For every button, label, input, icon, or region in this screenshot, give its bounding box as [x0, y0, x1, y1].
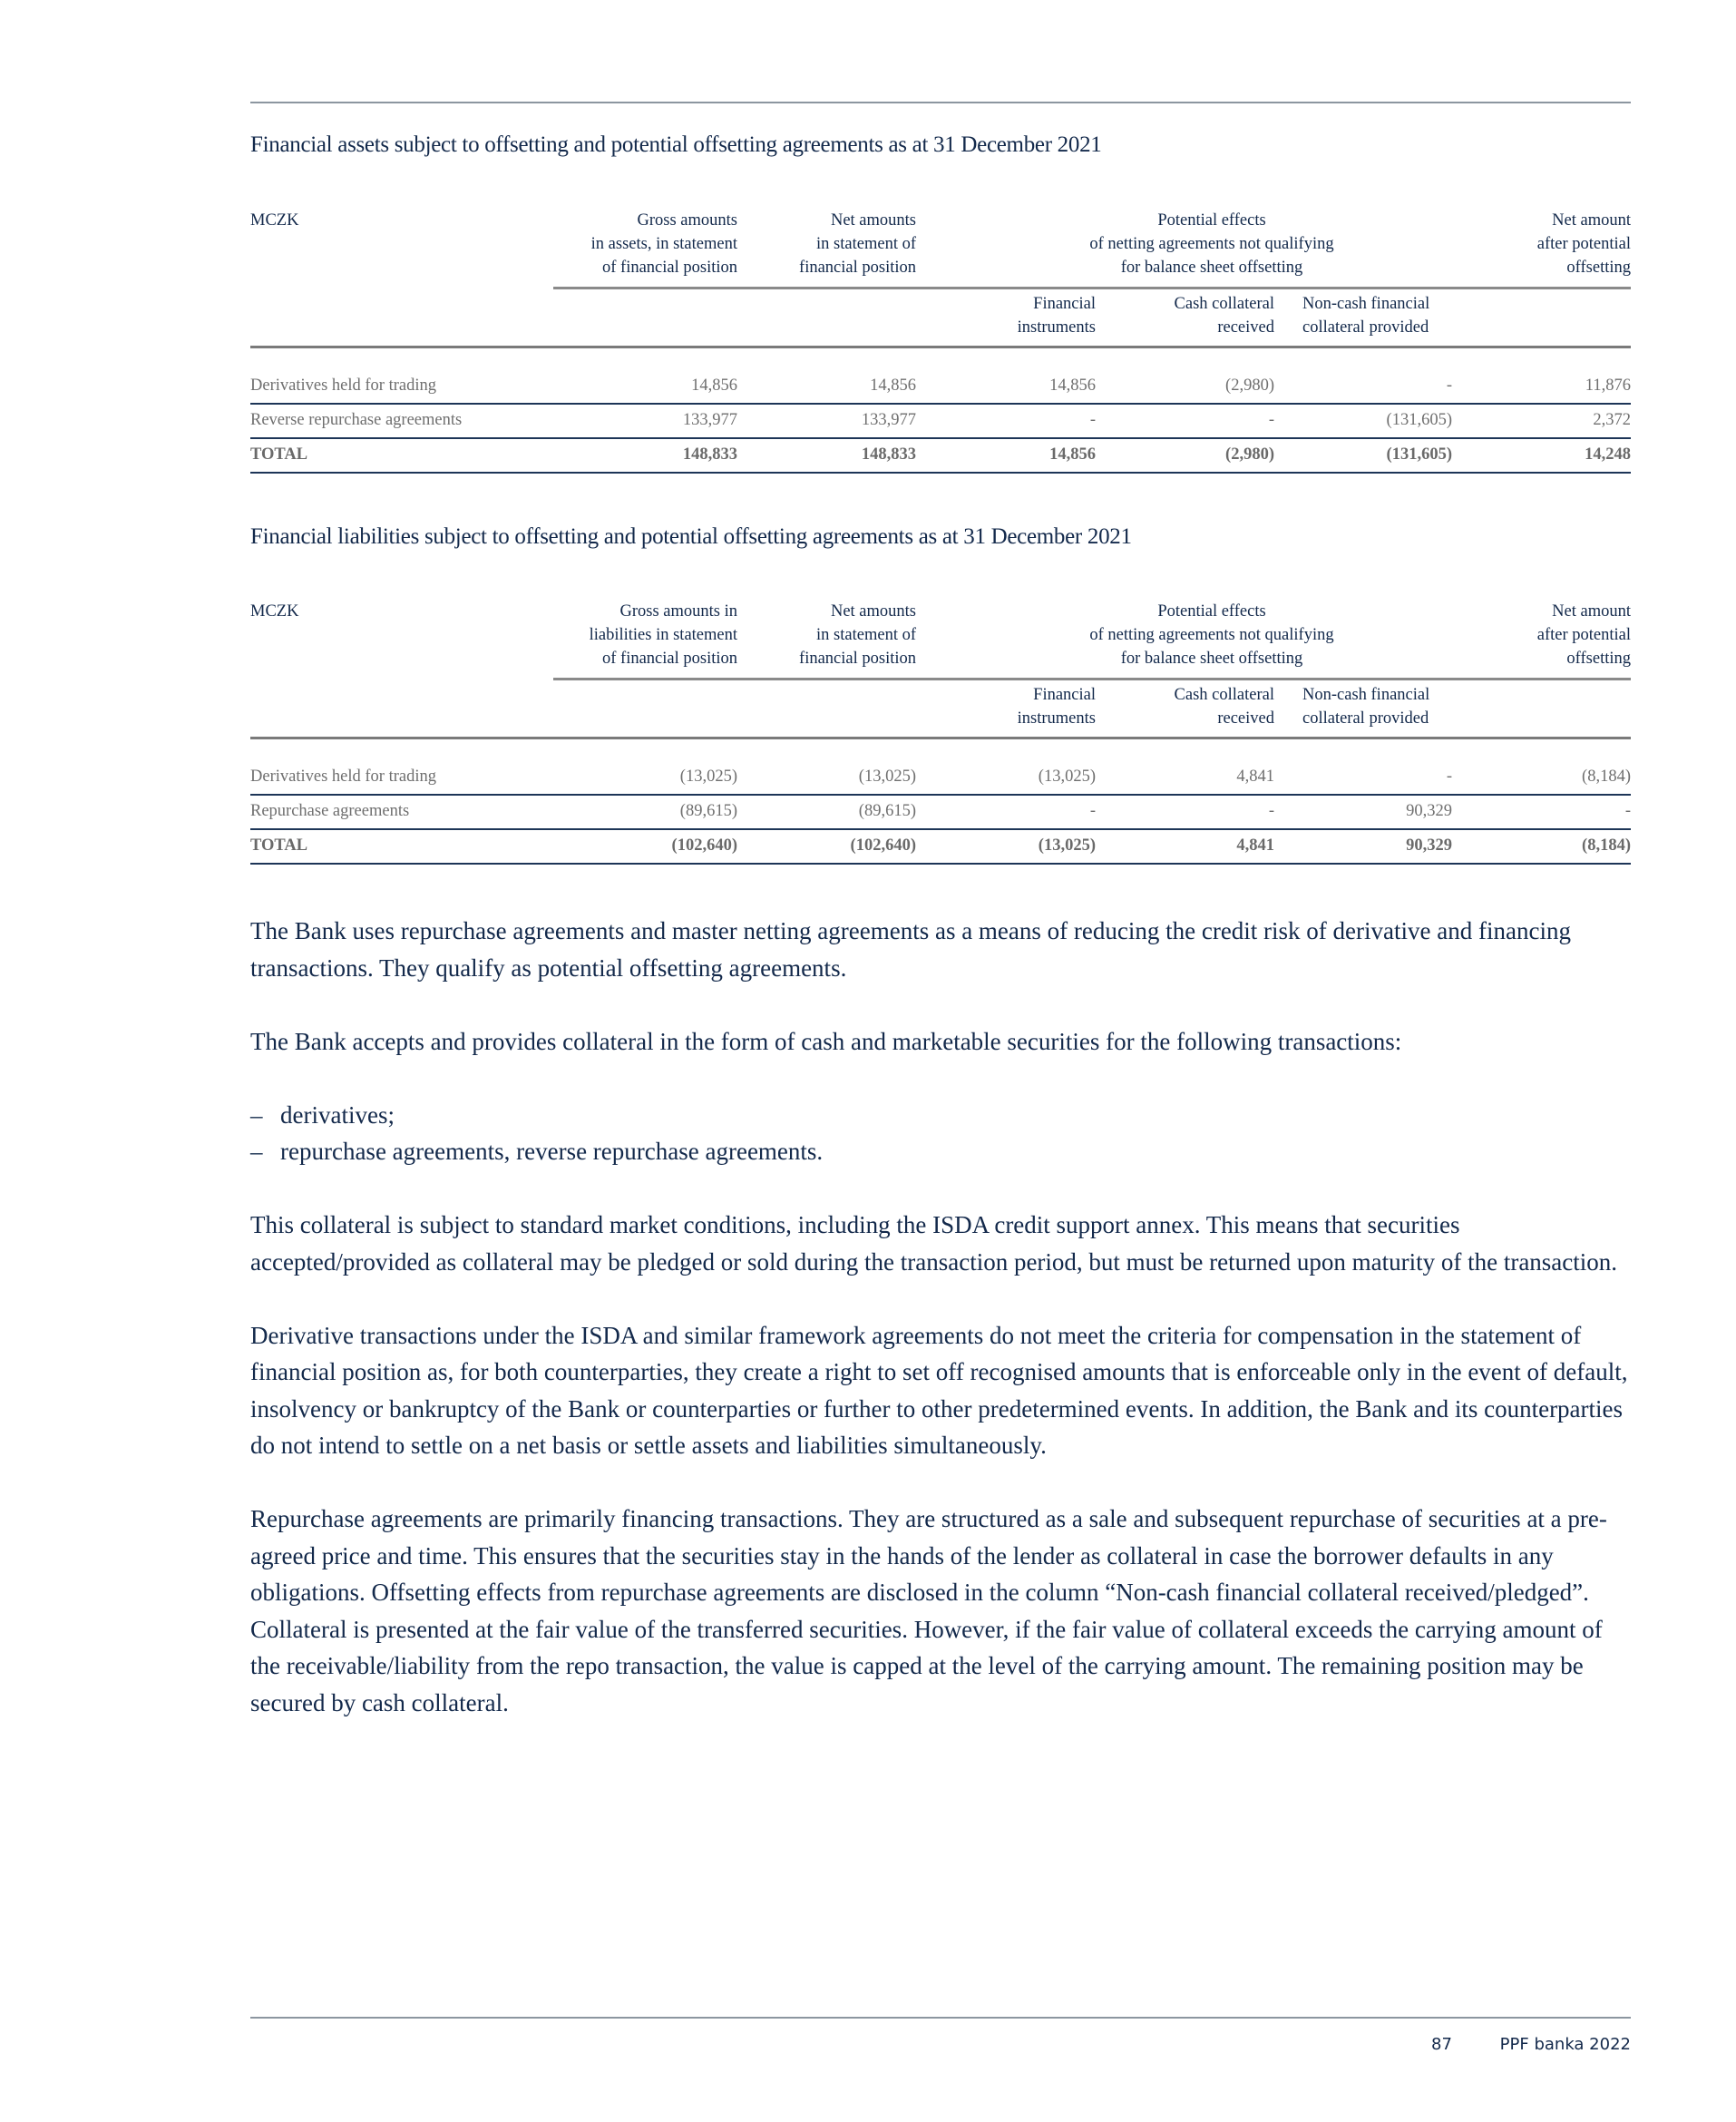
header-bottom-rule — [250, 737, 1631, 739]
table-row — [250, 761, 1631, 796]
header-mid-rule — [553, 678, 1631, 680]
table-row-total — [250, 439, 1631, 474]
cell-cash-collateral: - — [1268, 411, 1274, 429]
header-gross-amounts: Gross amounts in assets, in statement of financial position — [590, 211, 737, 277]
cell-gross: 14,856 — [691, 376, 737, 395]
header-net-after-offsetting: Net amount after potential offsetting — [1536, 211, 1631, 277]
header-net-amounts: Net amounts in statement of financial position — [799, 211, 916, 277]
row-label: Reverse repurchase agreements — [250, 411, 463, 429]
table-body — [250, 761, 1631, 865]
paragraph-isda-csa: This collateral is subject to standard market conditions, including the ISDA credit support annex. This means that securities accepted/provided as collateral may be pledged or sold during the transaction period, but must be returned upon maturity of the transaction. — [250, 1211, 1618, 1276]
list-item: – repurchase agreements, reverse repurchase agreements. — [250, 1133, 1638, 1170]
cell-non-cash: - — [1446, 376, 1452, 395]
row-label: Derivatives held for trading — [250, 376, 436, 395]
cell-cash-collateral: (2,980) — [1225, 445, 1274, 464]
cell-non-cash: - — [1446, 768, 1452, 786]
table-row — [250, 796, 1631, 830]
row-label: Derivatives held for trading — [250, 768, 436, 786]
cell-gross: (102,640) — [671, 836, 737, 855]
header-cash-collateral: Cash collateral received — [1174, 686, 1274, 728]
row-label: TOTAL — [250, 836, 308, 855]
header-potential-effects: Potential effects of netting agreements not qualifying for balance sheet offsetting — [1089, 211, 1334, 277]
dash-bullet-icon: – — [250, 1138, 263, 1165]
top-divider — [250, 102, 1631, 103]
cell-non-cash: (131,605) — [1386, 411, 1452, 429]
footer-divider — [250, 2017, 1631, 2019]
cell-net-after: 11,876 — [1585, 376, 1631, 395]
table-header — [250, 209, 1631, 345]
table-row-total — [250, 830, 1631, 865]
cell-financial-instruments: - — [1089, 411, 1096, 429]
header-gross-amounts: Gross amounts in liabilities in statement of financial position — [589, 602, 737, 668]
cell-net-after: (8,184) — [1582, 836, 1631, 855]
dash-bullet-icon: – — [250, 1100, 263, 1129]
table-row — [250, 405, 1631, 439]
cell-financial-instruments: - — [1089, 802, 1096, 820]
cell-cash-collateral: - — [1268, 802, 1274, 820]
header-financial-instruments: Financial instruments — [1017, 686, 1096, 728]
header-mid-rule — [553, 287, 1631, 289]
cell-gross: 133,977 — [682, 411, 737, 429]
cell-net-after: 2,372 — [1593, 411, 1631, 429]
paragraph-collateral-intro: The Bank accepts and provides collateral in the form of cash and marketable securities for the following transactions: — [250, 1027, 1402, 1055]
paragraph-derivative-transactions: Derivative transactions under the ISDA and similar framework agreements do not meet the criteria for compensation in the statement of financial position as, for both counterparties, they create a right to set off recognised amounts that is enforceable only in the event of default, insolvency or bankruptcy of the Bank or counterparties or further to other predetermined events. In addition, the Bank and its counterparties do not intend to settle on a net basis or settle assets and liabilities simultaneously. — [250, 1321, 1628, 1459]
cell-net: 148,833 — [861, 445, 916, 464]
table-body — [250, 370, 1631, 474]
cell-net-after: 14,248 — [1585, 445, 1631, 464]
header-bottom-rule — [250, 346, 1631, 348]
cell-net: 133,977 — [861, 411, 916, 429]
unit-label: MCZK — [250, 211, 299, 230]
paragraph-repurchase-agreements: Repurchase agreements are primarily financing transactions. They are structured as a sale and subsequent repurchase of securities at a pre-agreed price and time. This ensures that the securities stay in the hands of the lender as collateral in case the borrower defaults in any obligations. Offsetting effects from repurchase agreements are disclosed in the column “Non-cash financial collateral received/pledged”. Collateral is presented at the fair value of the transferred securities. However, if the fair value of collateral exceeds the carrying amount of the receivable/liability from the repo transaction, the value is capped at the level of the carrying amount. The remaining position may be secured by cash collateral. — [250, 1505, 1607, 1716]
unit-label: MCZK — [250, 602, 299, 621]
explanatory-text — [250, 913, 1638, 1758]
cell-net-after: - — [1624, 802, 1631, 820]
header-net-after-offsetting: Net amount after potential offsetting — [1536, 602, 1631, 668]
header-potential-effects: Potential effects of netting agreements not qualifying for balance sheet offsetting — [1089, 602, 1334, 668]
cell-financial-instruments: 14,856 — [1049, 376, 1096, 395]
cell-gross: 148,833 — [682, 445, 737, 464]
cell-net: (13,025) — [858, 768, 916, 786]
table-row — [250, 370, 1631, 405]
list-item: – derivatives; — [250, 1097, 1638, 1134]
publication-name: PPF banka 2022 — [1499, 2035, 1631, 2054]
cell-financial-instruments: (13,025) — [1038, 836, 1096, 855]
cell-financial-instruments: (13,025) — [1038, 768, 1096, 786]
cell-net: (102,640) — [850, 836, 916, 855]
transaction-list — [250, 1097, 1638, 1170]
liabilities-offsetting-table — [250, 600, 1631, 855]
header-non-cash-collateral: Non-cash financial collateral provided — [1302, 686, 1430, 728]
cell-non-cash: 90,329 — [1406, 836, 1452, 855]
cell-net: (89,615) — [858, 802, 916, 820]
cell-cash-collateral: 4,841 — [1236, 768, 1274, 786]
table-header — [250, 600, 1631, 736]
row-label: TOTAL — [250, 445, 308, 464]
header-non-cash-collateral: Non-cash financial collateral provided — [1302, 295, 1430, 337]
cell-net-after: (8,184) — [1582, 768, 1631, 786]
header-net-amounts: Net amounts in statement of financial position — [799, 602, 916, 668]
cell-non-cash: (131,605) — [1386, 445, 1452, 464]
cell-net: 14,856 — [870, 376, 916, 395]
row-label: Repurchase agreements — [250, 802, 410, 820]
assets-offsetting-table — [250, 209, 1631, 464]
page-number: 87 — [1431, 2035, 1452, 2054]
paragraph-netting-purpose: The Bank uses repurchase agreements and master netting agreements as a means of reducing the credit risk of derivative and financing transactions. They qualify as potential offsetting agreements. — [250, 917, 1571, 982]
assets-table-title: Financial assets subject to offsetting and potential offsetting agreements as at 31 December 2021 — [250, 132, 1102, 157]
liabilities-table-title: Financial liabilities subject to offsetting and potential offsetting agreements as at 31 December 2021 — [250, 524, 1132, 549]
cell-financial-instruments: 14,856 — [1049, 445, 1096, 464]
cell-gross: (89,615) — [679, 802, 737, 820]
header-financial-instruments: Financial instruments — [1017, 295, 1096, 337]
cell-non-cash: 90,329 — [1406, 802, 1452, 820]
header-cash-collateral: Cash collateral received — [1174, 295, 1274, 337]
cell-gross: (13,025) — [679, 768, 737, 786]
cell-cash-collateral: 4,841 — [1236, 836, 1274, 855]
cell-cash-collateral: (2,980) — [1225, 376, 1274, 395]
